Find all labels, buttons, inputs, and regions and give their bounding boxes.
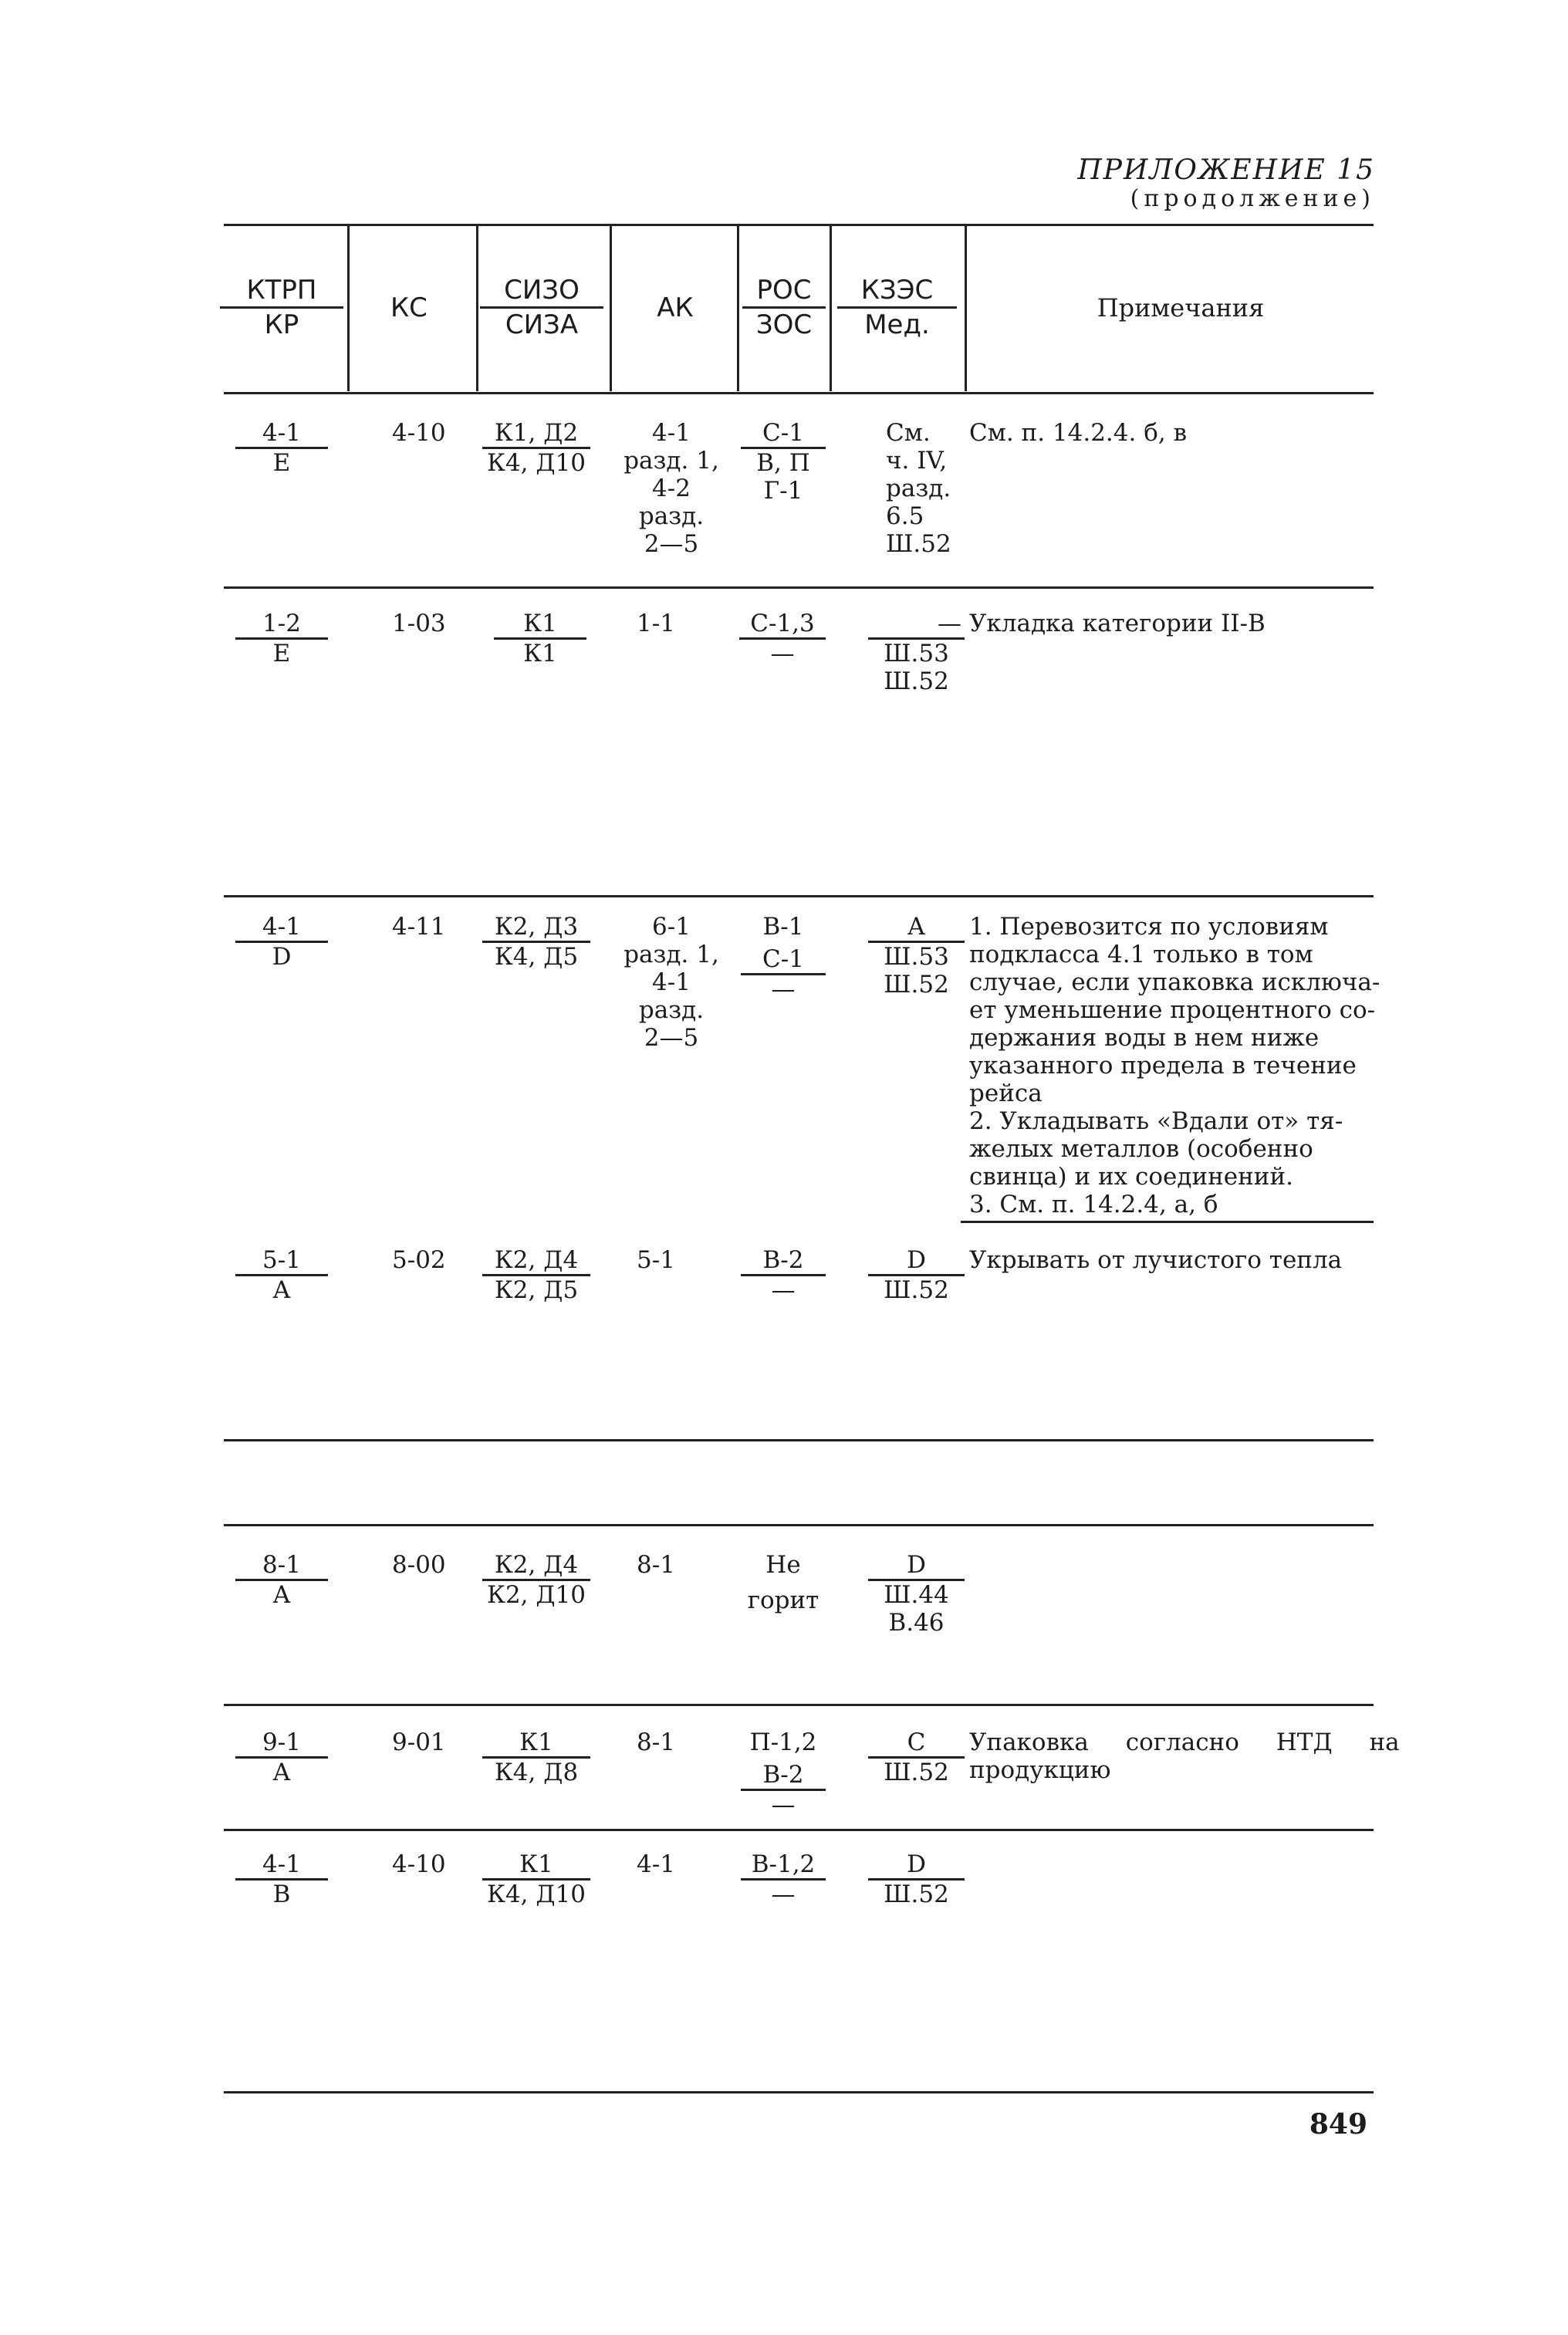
fraction-numerator: С: [868, 1728, 965, 1759]
fraction-numerator: К2, Д4: [482, 1246, 590, 1276]
cell-notes: [969, 610, 1363, 637]
fraction-numerator: D: [868, 1551, 965, 1581]
cell-line: 6-1: [652, 913, 691, 941]
col-header-ktrp: [220, 274, 343, 341]
fraction-numerator: В-2: [741, 1246, 826, 1276]
cell-ros: [741, 1551, 826, 1614]
fraction-numerator: В-2: [741, 1761, 826, 1791]
cell-line: См.: [886, 419, 931, 447]
col-header-ktrp-num: КТРП: [220, 274, 343, 309]
cell-sizo: [482, 1850, 590, 1908]
row-divider: [224, 1524, 1374, 1526]
note-line: 3. См. п. 14.2.4, а, б: [969, 1191, 1218, 1218]
col-header-sizo: [480, 274, 603, 341]
col-header-kzes-num: КЗЭС: [837, 274, 957, 309]
col-header-ros-den: ЗОС: [755, 309, 813, 340]
cell-sizo: [482, 1551, 590, 1609]
cell-line: горит: [747, 1587, 819, 1614]
cell-notes: [969, 913, 1380, 1218]
fraction-denominator: Ш.53: [884, 943, 949, 971]
cell-line: Не: [765, 1551, 801, 1579]
fraction-numerator: С-1: [741, 945, 826, 975]
cell-line: 5-1: [637, 1246, 675, 1274]
note-line: желых металлов (особенно: [969, 1135, 1313, 1163]
cell-ktrp: [235, 1850, 328, 1908]
cell-sizo: [482, 913, 590, 971]
fraction-denominator: К4, Д5: [494, 943, 579, 971]
cell-line: 4-2: [652, 475, 691, 502]
cell-line: Ш.52: [886, 530, 951, 558]
cell-extra-line: В.46: [888, 1609, 945, 1637]
fraction-denominator: Ш.44: [884, 1581, 949, 1609]
cell-ak: [613, 913, 729, 1052]
row-divider: [224, 1829, 1374, 1831]
cell-notes: [969, 1246, 1363, 1274]
fraction-denominator: E: [272, 640, 291, 667]
cell-ks: 4-10: [392, 419, 446, 447]
cell-line: 4-1: [637, 1850, 675, 1878]
cell-ktrp: [235, 1551, 328, 1609]
fraction-numerator: 4-1: [235, 419, 328, 449]
header-separator: [965, 225, 967, 391]
cell-notes: [969, 1728, 1400, 1784]
fraction-denominator: Ш.52: [884, 1759, 949, 1786]
table-bottom-rule: [224, 2091, 1374, 2093]
cell-ros: [741, 945, 826, 1003]
fraction-numerator: К2, Д3: [482, 913, 590, 943]
fraction-numerator: А: [868, 913, 965, 943]
cell-ks: 5-02: [392, 1246, 446, 1274]
cell-ros-top: П-1,2: [749, 1728, 817, 1756]
fraction-denominator: —: [770, 640, 795, 667]
cell-line: ч. IV,: [886, 447, 948, 475]
cell-ktrp: [235, 419, 328, 477]
col-header-ktrp-den: КР: [264, 309, 299, 340]
fraction-numerator: 9-1: [235, 1728, 328, 1759]
cell-line: 4-1: [652, 419, 691, 447]
fraction-numerator: К1: [482, 1850, 590, 1881]
cell-ks: 8-00: [392, 1551, 446, 1579]
col-header-notes: Примечания: [1097, 293, 1265, 323]
fraction-denominator: Ш.53: [884, 640, 949, 667]
fraction-denominator: Ш.52: [884, 1276, 949, 1304]
cell-line: разд. 1,: [623, 941, 719, 968]
fraction-numerator: D: [868, 1246, 965, 1276]
cell-line: разд.: [638, 502, 705, 530]
cell-sizo: [482, 419, 590, 477]
note-line: свинца) и их соединений.: [969, 1163, 1293, 1191]
fraction-denominator: К4, Д10: [486, 449, 586, 477]
cell-line: 8-1: [637, 1728, 675, 1756]
cell-ak: [613, 419, 729, 558]
fraction-denominator: К2, Д5: [494, 1276, 579, 1304]
cell-ks: 1-03: [392, 610, 446, 637]
note-line: См. п. 14.2.4. б, в: [969, 419, 1188, 447]
cell-extra-line: Ш.52: [884, 667, 949, 695]
fraction-denominator: К2, Д10: [486, 1581, 586, 1609]
cell-ros: [741, 419, 826, 505]
fraction-denominator: —: [771, 975, 796, 1003]
row-divider: [224, 895, 1374, 897]
note-line: 2. Укладывать «Вдали от» тя-: [969, 1107, 1343, 1135]
cell-ak: [613, 1246, 698, 1274]
fraction-numerator: К1, Д2: [482, 419, 590, 449]
row-divider: [224, 1704, 1374, 1706]
cell-ros: [741, 1850, 826, 1908]
fraction-numerator: 5-1: [235, 1246, 328, 1276]
fraction-numerator: В-1,2: [741, 1850, 826, 1881]
fraction-denominator: В: [272, 1881, 291, 1908]
cell-ak: [613, 1850, 698, 1878]
fraction-denominator: —: [771, 1881, 796, 1908]
cell-extra-line: Ш.52: [884, 971, 949, 999]
note-line: Укрывать от лучистого тепла: [969, 1246, 1343, 1274]
cell-line: разд.: [638, 996, 705, 1024]
cell-kzes: [868, 913, 965, 999]
cell-ak: [613, 1728, 698, 1756]
cell-kzes: [868, 1850, 965, 1908]
header-separator: [476, 225, 478, 391]
cell-line: 2—5: [644, 530, 699, 558]
cell-ktrp: [235, 610, 328, 667]
fraction-numerator: 4-1: [235, 913, 328, 943]
note-line: 1. Перевозится по условиям: [969, 913, 1329, 941]
cell-extra-line: Г-1: [763, 477, 803, 505]
cell-ktrp: [235, 1728, 328, 1786]
fraction-denominator: —: [771, 1791, 796, 1819]
fraction-numerator: С-1: [741, 419, 826, 449]
fraction-numerator: К2, Д4: [482, 1551, 590, 1581]
note-line: продукцию: [969, 1756, 1111, 1784]
cell-kzes: [868, 1246, 965, 1304]
cell-line: разд. 1,: [623, 447, 719, 475]
col-header-sizo-num: СИЗО: [480, 274, 603, 309]
cell-ros-top: В-1: [762, 913, 804, 941]
appendix-subtitle: (продолжение): [1130, 185, 1375, 212]
header-separator: [737, 225, 739, 391]
cell-line: 6.5: [886, 502, 924, 530]
fraction-numerator: —: [868, 610, 965, 640]
fraction-numerator: К1: [494, 610, 586, 640]
header-separator: [347, 225, 350, 391]
cell-ks: 4-10: [392, 1850, 446, 1878]
fraction-denominator: Ш.52: [884, 1881, 949, 1908]
row-divider: [224, 1439, 1374, 1441]
fraction-numerator: С-1,3: [739, 610, 826, 640]
page-number: 849: [1309, 2108, 1367, 2141]
cell-ks: 9-01: [392, 1728, 446, 1756]
fraction-denominator: —: [771, 1276, 796, 1304]
fraction-denominator: К4, Д8: [494, 1759, 579, 1786]
header-separator: [610, 225, 612, 391]
fraction-numerator: К1: [482, 1728, 590, 1759]
fraction-numerator: 1-2: [235, 610, 328, 640]
fraction-numerator: D: [868, 1850, 965, 1881]
note-line: указанного предела в течение: [969, 1052, 1357, 1080]
note-line: держания воды в нем ниже: [969, 1024, 1320, 1052]
note-line: рейса: [969, 1080, 1043, 1107]
note-line: Укладка категории II-В: [969, 610, 1266, 637]
note-line: ет уменьшение процентного со-: [969, 996, 1376, 1024]
cell-kzes: [886, 419, 951, 558]
cell-line: 1-1: [637, 610, 675, 637]
col-header-ks: КС: [390, 292, 427, 323]
col-header-sizo-den: СИЗА: [505, 309, 579, 340]
fraction-denominator: В, П: [756, 449, 810, 477]
cell-sizo: [482, 1728, 590, 1786]
row-divider: [961, 1221, 1374, 1223]
table-top-rule: [224, 224, 1374, 226]
header-separator: [830, 225, 832, 391]
cell-ks: 4-11: [392, 913, 446, 941]
cell-kzes: [868, 1728, 965, 1786]
cell-ros: [739, 610, 826, 667]
note-line: случае, если упаковка исключа-: [969, 968, 1380, 996]
fraction-denominator: А: [272, 1581, 291, 1609]
note-line: Упаковка согласно НТД на: [969, 1728, 1400, 1756]
cell-kzes: [868, 1551, 965, 1637]
cell-ak: [613, 1551, 698, 1579]
cell-ros: [741, 1761, 826, 1819]
fraction-numerator: 4-1: [235, 1850, 328, 1881]
col-header-kzes: [837, 274, 957, 341]
fraction-denominator: E: [272, 449, 291, 477]
cell-line: разд.: [886, 475, 951, 502]
cell-notes: [969, 419, 1363, 447]
cell-sizo: [494, 610, 586, 667]
cell-ak: [613, 610, 698, 637]
fraction-denominator: К4, Д10: [486, 1881, 586, 1908]
appendix-title: ПРИЛОЖЕНИЕ 15: [1077, 154, 1375, 186]
row-divider: [224, 586, 1374, 589]
fraction-denominator: К1: [523, 640, 557, 667]
cell-ros: [741, 1246, 826, 1304]
cell-line: 4-1: [652, 968, 691, 996]
col-header-kzes-den: Мед.: [864, 309, 930, 340]
col-header-ak: АК: [657, 292, 694, 323]
col-header-ros: [742, 274, 826, 341]
fraction-numerator: 8-1: [235, 1551, 328, 1581]
col-header-ros-num: РОС: [742, 274, 826, 309]
header-bottom-rule: [224, 392, 1374, 394]
cell-ktrp: [235, 1246, 328, 1304]
note-line: подкласса 4.1 только в том: [969, 941, 1313, 968]
cell-kzes: [868, 610, 965, 695]
cell-ktrp: [235, 913, 328, 971]
fraction-denominator: А: [272, 1759, 291, 1786]
cell-sizo: [482, 1246, 590, 1304]
cell-line: 2—5: [644, 1024, 699, 1052]
fraction-denominator: А: [272, 1276, 291, 1304]
cell-line: 8-1: [637, 1551, 675, 1579]
fraction-denominator: D: [272, 943, 292, 971]
